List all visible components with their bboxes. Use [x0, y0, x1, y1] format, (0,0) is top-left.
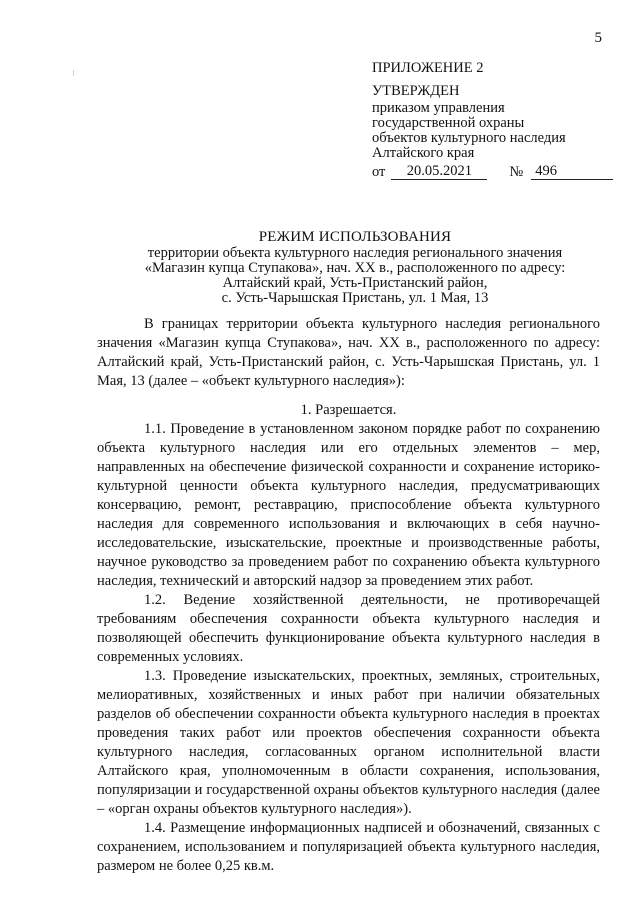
- page-number: 5: [594, 30, 602, 46]
- title-line: Алтайский край, Усть-Пристанский район,: [222, 275, 488, 291]
- order-line: [372, 164, 622, 180]
- approval-line: государственной охраны: [372, 115, 525, 131]
- title-line: территории объекта культурного наследия регионального значения: [147, 245, 563, 261]
- appendix-label: ПРИЛОЖЕНИЕ 2: [372, 60, 484, 76]
- order-date: 20.05.2021: [391, 164, 487, 180]
- approval-line: Алтайского края: [372, 145, 475, 161]
- item-paragraph: 1.3. Проведение изыскательских, проектных, земляных, строительных, мелиоративных, хозяйственных и иных работ при наличии обязательных разделов об обеспечении сохранности объекта культурного наследия в проектах проведения таких работ или проектов обеспечения сохранности объекта культурного наследия, согласованных органом исполнительной власти Алтайского края, уполномоченным в области сохранения, использования, популяризации и государственной охраны объектов культурного наследия (далее – «орган охраны объектов культурного наследия»).: [97, 668, 600, 817]
- item-paragraph: 1.4. Размещение информационных надписей и обозначений, связанных с сохранением, использованием и популяризацией объекта культурного наследия, размером не более 0,25 кв.м.: [97, 820, 600, 874]
- number-label: №: [509, 164, 524, 180]
- section-1: [97, 401, 600, 876]
- approval-line: приказом управления: [372, 100, 505, 116]
- from-label: от: [372, 164, 386, 180]
- item-paragraph: 1.1. Проведение в установленном законом порядке работ по сохранению объекта культурного наследия или его отдельных элементов – мер, направленных на обеспечение физической сохранности и сохранение историко-культурной ценности объекта культурного наследия, предусматривающих консервацию, ремонт, реставрацию, приспособление объекта культурного наследия для современного использования и включающих в себя научно-исследовательские, изыскательские, проектные и производственные работы, научное руководство за проведением работ по сохранению объекта культурного наследия, технический и авторский надзор за проведением этих работ.: [97, 421, 600, 589]
- intro-paragraph: В границах территории объекта культурного наследия регионального значения «Магазин купца Ступакова», нач. XX в., расположенного по адресу: Алтайский край, Усть-Пристанский район, с. Усть-Чарышская Пристань, ул. 1 Мая, 13 (далее – «объект культурного наследия»):: [97, 316, 600, 389]
- item-paragraph: 1.2. Ведение хозяйственной деятельности, не противоречащей требованиям обеспечения сохранности объекта культурного наследия и позволяющей обеспечить функционирование объекта культурного наследия в современных условиях.: [97, 592, 600, 665]
- document-title: [70, 230, 640, 306]
- title-heading: РЕЖИМ ИСПОЛЬЗОВАНИЯ: [258, 229, 452, 245]
- scan-artifact: [73, 70, 74, 76]
- approved-label: УТВЕРЖДЕН: [372, 83, 460, 99]
- order-number: 496: [531, 164, 613, 180]
- title-line: «Магазин купца Ступакова», нач. XX в., расположенного по адресу:: [144, 260, 566, 276]
- title-line: с. Усть-Чарышская Пристань, ул. 1 Мая, 13: [221, 290, 489, 306]
- section-title: 1. Разрешается.: [300, 402, 397, 418]
- approval-block: [372, 61, 622, 180]
- intro-block: [97, 315, 600, 391]
- approval-line: объектов культурного наследия: [372, 130, 566, 146]
